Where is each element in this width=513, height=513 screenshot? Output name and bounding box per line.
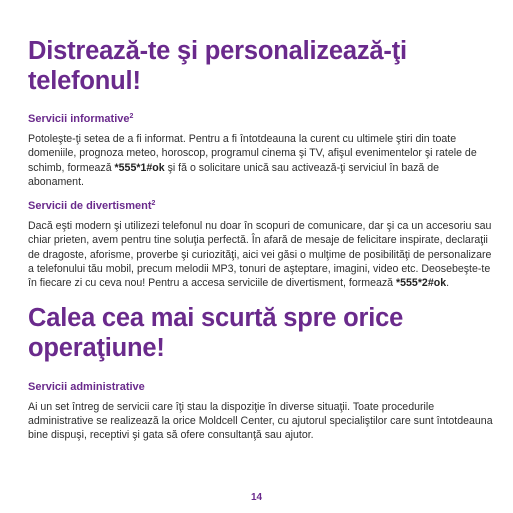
heading-text: Servicii informative [28, 113, 130, 125]
section-title-line: Calea cea mai scurtă spre orice [28, 303, 404, 332]
section-title-entertainment [28, 36, 494, 96]
paragraph-text: . [446, 277, 450, 290]
page-number: 14 [250, 492, 263, 503]
ussd-code: *555*2#ok [396, 277, 447, 290]
section-title-line: telefonul! [28, 67, 141, 95]
heading-text: Servicii de divertisment [28, 200, 152, 213]
footnote-marker: 2 [151, 200, 156, 208]
footnote-marker: 2 [129, 113, 134, 120]
heading-entertainment-services [28, 199, 494, 213]
paragraph-entertainment-services [28, 219, 494, 290]
section-title-line: operaţiune! [28, 333, 165, 362]
paragraph-text: Potoleşte-ţi setea de a fi informat. Pentru a fi întotdeauna la curent cu ultimele ştiri din toate domeniile, prognoza meteo, horoscop, programul cinema şi TV, afişul evenimentelor şi ratele de schimb, formează [28, 133, 477, 174]
section-title-operations [28, 303, 494, 363]
paragraph-informative-services [28, 132, 494, 189]
ussd-code: *555*1#ok [114, 161, 165, 174]
heading-administrative-services: Servicii administrative [28, 380, 145, 393]
heading-informative-services [28, 112, 494, 126]
paragraph-text: şi fă o solicitare unică sau activează-ţi serviciul în bază de abonament. [28, 161, 440, 188]
paragraph-administrative-services: Ai un set întreg de servicii care îţi stau la dispoziţie în diverse situaţii. Toate procedurile administrative se realizează la orice Moldcell Center, cu ajutorul specialiştilor care sunt întotdeauna bine dispuşi, receptivi şi gata să ofere consultanţă sau ajutor. [28, 400, 493, 442]
section-title-line: Distrează-te şi personalizează-ţi [28, 37, 407, 65]
page-content [28, 36, 494, 453]
paragraph-text: Dacă eşti modern şi utilizezi telefonul nu doar în scopuri de comunicare, dar şi ca un accesoriu sau chiar prieten, avem pentru tine soluţia perfectă. În afară de mesaje de felicitare inspirate, declaraţii de dragoste, aforisme, proverbe şi curiozităţi, aici vei găsi o mulţime de posibilităţi de personalizare a telefonului tău mobil, precum melodii MP3, tonuri de aşteptare, imagini, video etc. Deosebeşte-te în fiecare zi cu ceva nou! Pentru a accesa serviciile de divertisment, formează [28, 220, 492, 290]
